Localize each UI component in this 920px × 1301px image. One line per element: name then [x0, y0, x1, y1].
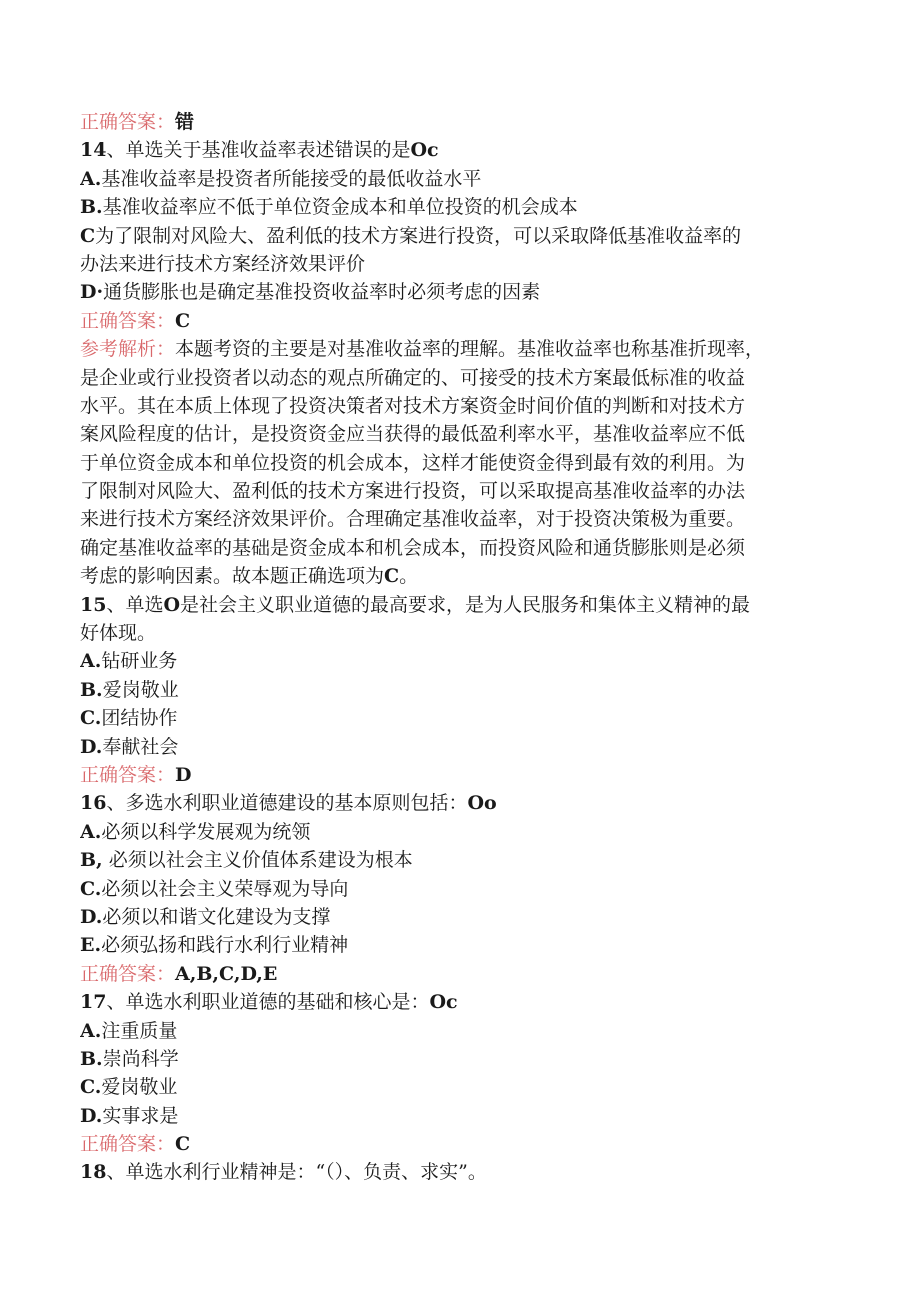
option-key: A.: [80, 650, 102, 673]
question-line-cont: [80, 619, 840, 647]
answer-label: 正确答案：: [80, 962, 176, 985]
question-type: 、单选: [106, 593, 164, 616]
option-line: [80, 1045, 840, 1073]
option-text-cont: 办法来进行技术方案经济效果评价: [80, 252, 366, 275]
analysis-line: [80, 505, 840, 533]
option-line-cont: [80, 250, 840, 278]
option-line: [80, 846, 840, 874]
option-text: 爱岗敬业: [102, 678, 179, 701]
question-text: 关于基准收益率表述错误的是: [163, 139, 411, 162]
question-blank: Oo: [467, 792, 497, 815]
answer-label: 正确答案：: [80, 309, 176, 332]
question-line: [80, 136, 840, 164]
option-line: [80, 278, 840, 306]
answer-label: 正确答案：: [80, 111, 176, 133]
analysis-line: [80, 335, 840, 363]
option-key: D·: [80, 281, 104, 304]
option-key: A.: [80, 167, 102, 190]
question-type: 、单选: [106, 991, 164, 1014]
option-text: 为了限制对风险大、盈利低的技术方案进行投资，可以采取降低基准收益率的: [95, 224, 742, 247]
answer-value: 错: [175, 111, 195, 133]
analysis-line: [80, 477, 840, 505]
analysis-text: 来进行技术方案经济效果评价。合理确定基准收益率，对于投资决策极为重要。: [80, 508, 746, 531]
question-type: 、单选: [106, 1161, 164, 1184]
analysis-line: [80, 534, 840, 562]
option-key: C.: [80, 1076, 102, 1099]
option-text: 必须以社会主义荣辱观为导向: [101, 877, 349, 900]
option-key: A.: [80, 1019, 102, 1042]
question-number: 15: [80, 593, 107, 616]
option-text: 基准收益率是投资者所能接受的最低收益水平: [101, 167, 482, 190]
analysis-end: 。: [399, 565, 419, 588]
question-blank: O: [163, 593, 181, 616]
option-line: [80, 222, 840, 250]
question-line: [80, 1158, 840, 1186]
option-line: [80, 647, 840, 675]
option-line: [80, 733, 840, 761]
option-line: [80, 1102, 840, 1130]
question-blank: Oc: [410, 139, 439, 162]
option-key: E.: [80, 934, 102, 957]
question-line: [80, 789, 840, 817]
option-text: 钻研业务: [101, 650, 178, 673]
option-text: 必须以社会主义价值体系建设为根本: [102, 849, 413, 872]
answer-label: 正确答案：: [80, 1133, 176, 1156]
analysis-text: 考虑的影响因素。故本题正确选项为: [80, 565, 385, 588]
analysis-line: [80, 420, 840, 448]
analysis-text: 确定基准收益率的基础是资金成本和机会成本，而投资风险和通货膨胀则是必须: [80, 536, 746, 559]
question-number: 18: [80, 1161, 107, 1184]
analysis-line: [80, 562, 840, 590]
option-key: B.: [80, 1047, 103, 1070]
option-key: A.: [80, 820, 102, 843]
option-line: [80, 903, 840, 931]
option-text: 奉献社会: [102, 735, 179, 758]
analysis-answer: C: [384, 565, 400, 588]
option-key: B.: [80, 196, 103, 219]
answer-line: [80, 307, 840, 335]
answer-value: C: [175, 1133, 191, 1156]
question-text: 是社会主义职业道德的最高要求，是为人民服务和集体主义精神的最: [180, 593, 751, 616]
option-line: [80, 875, 840, 903]
analysis-text: 本题考资的主要是对基准收益率的理解。基准收益率也称基准折现率，: [175, 338, 765, 361]
option-line: [80, 1073, 840, 1101]
answer-value: D: [175, 763, 192, 786]
question-number: 14: [80, 139, 107, 162]
option-key: C.: [80, 707, 102, 730]
option-line: [80, 704, 840, 732]
answer-line: [80, 108, 840, 136]
question-line: [80, 988, 840, 1016]
option-line: [80, 1017, 840, 1045]
analysis-text: 于单位资金成本和单位投资的机会成本，这样才能使资金得到最有效的利用。为: [80, 451, 746, 474]
option-line: [80, 931, 840, 959]
option-key: B.: [80, 678, 103, 701]
option-line: [80, 676, 840, 704]
option-text: 必须以科学发展观为统领: [101, 820, 311, 843]
analysis-text: 是企业或行业投资者以动态的观点所确定的、可接受的技术方案最低标准的收益: [80, 366, 746, 389]
analysis-line: [80, 449, 840, 477]
option-key: C.: [80, 877, 102, 900]
option-text: 必须弘扬和践行水利行业精神: [101, 934, 349, 957]
answer-label: 正确答案：: [80, 763, 176, 786]
question-text-cont: 好体现。: [80, 622, 157, 645]
analysis-text: 案风险程度的估计，是投资资金应当获得的最低盈利率水平，基准收益率应不低: [80, 423, 746, 446]
question-text: 水利职业道德建设的基本原则包括：: [163, 792, 468, 815]
option-text: 实事求是: [102, 1104, 179, 1127]
analysis-text: 水平。其在本质上体现了投资决策者对技术方案资金时间价值的判断和对技术方: [80, 394, 746, 417]
option-line: [80, 165, 840, 193]
answer-line: [80, 761, 840, 789]
option-key: B,: [80, 849, 103, 872]
option-key: D.: [80, 1104, 103, 1127]
question-type: 、单选: [106, 139, 164, 162]
question-text: 水利职业道德的基础和核心是：: [163, 991, 430, 1014]
option-key: C: [80, 224, 96, 247]
analysis-text: 了限制对风险大、盈利低的技术方案进行投资，可以采取提高基准收益率的办法: [80, 480, 746, 503]
question-type: 、多选: [106, 792, 164, 815]
option-text: 通货膨胀也是确定基准投资收益率时必须考虑的因素: [103, 281, 541, 304]
analysis-line: [80, 364, 840, 392]
answer-value: C: [175, 309, 191, 332]
option-text: 团结协作: [101, 707, 178, 730]
option-key: D.: [80, 905, 103, 928]
option-line: [80, 193, 840, 221]
analysis-line: [80, 392, 840, 420]
option-text: 注重质量: [101, 1019, 178, 1042]
option-text: 基准收益率应不低于单位资金成本和单位投资的机会成本: [102, 196, 578, 219]
option-text: 必须以和谐文化建设为支撑: [102, 905, 331, 928]
question-blank: Oc: [429, 991, 458, 1014]
option-line: [80, 818, 840, 846]
document-page: [80, 108, 840, 1187]
question-number: 17: [80, 991, 107, 1014]
answer-line: [80, 1130, 840, 1158]
answer-line: [80, 960, 840, 988]
option-text: 爱岗敬业: [101, 1076, 178, 1099]
option-text: 崇尚科学: [102, 1047, 179, 1070]
question-text: 水利行业精神是：“（）、负责、求实”。: [163, 1161, 487, 1184]
analysis-label: 参考解析：: [80, 338, 176, 361]
answer-value: A,B,C,D,E: [175, 962, 278, 985]
question-number: 16: [80, 792, 107, 815]
option-key: D.: [80, 735, 103, 758]
question-line: [80, 591, 840, 619]
